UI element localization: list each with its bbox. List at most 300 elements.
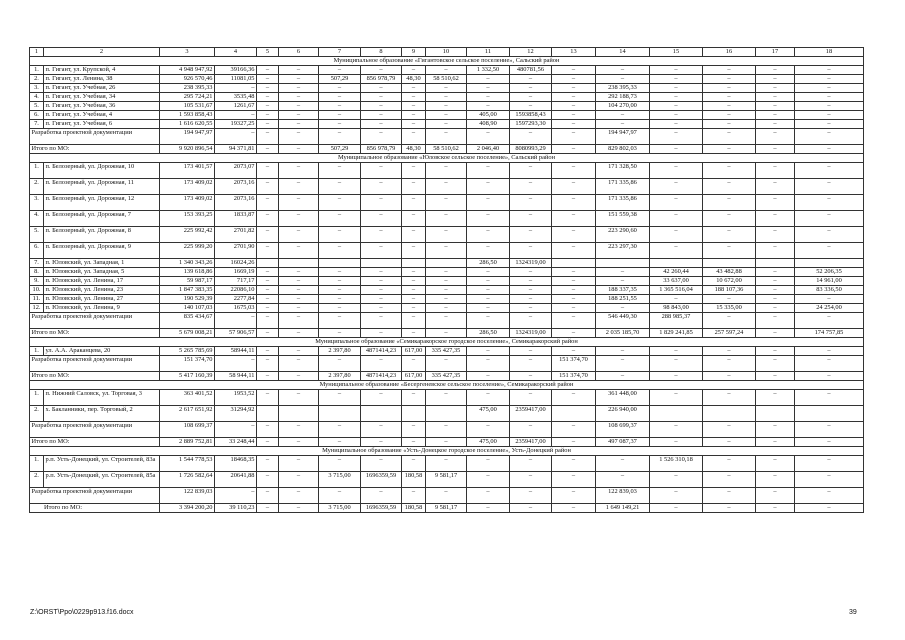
value-cell: 546 449,30	[596, 313, 650, 329]
design-docs-row	[30, 356, 864, 372]
value-cell: –	[361, 356, 402, 372]
value-cell: –	[402, 390, 426, 406]
value-cell: –	[510, 390, 552, 406]
value-cell	[650, 259, 703, 268]
value-cell: –	[552, 422, 596, 438]
value-cell	[426, 406, 467, 422]
value-cell: 3 715,00	[319, 504, 361, 513]
value-cell: 94 371,81	[215, 145, 257, 154]
table-row	[30, 456, 864, 472]
total-label: Итого по МО:	[30, 504, 160, 513]
value-cell: 188 107,36	[703, 286, 756, 295]
value-cell: –	[596, 372, 650, 381]
address-cell: р.п. Усть-Донецкий, ул. Строителей, 83а	[44, 456, 160, 472]
table-row	[30, 259, 864, 268]
value-cell: –	[279, 111, 319, 120]
value-cell	[756, 259, 795, 268]
table-row	[30, 111, 864, 120]
value-cell: 1833,87	[215, 211, 257, 227]
column-number: 1	[30, 48, 44, 57]
address-cell: п. Юловский, ул. Ленина, 17	[44, 277, 160, 286]
value-cell: –	[552, 277, 596, 286]
column-number: 15	[650, 48, 703, 57]
design-docs-label: Разработка проектной документации	[30, 313, 160, 329]
value-cell: –	[795, 356, 864, 372]
value-cell: –	[552, 295, 596, 304]
value-cell: –	[650, 243, 703, 259]
value-cell: –	[361, 304, 402, 313]
address-cell: п. Гигант, ул. Учебная, 36	[44, 102, 160, 111]
value-cell: –	[426, 422, 467, 438]
address-cell: п. Юловский, ул. Ленина, 23	[44, 286, 160, 295]
value-cell: 238 395,33	[160, 84, 215, 93]
value-cell: –	[795, 313, 864, 329]
address-cell: п. Гигант, ул. Учебная, 4	[44, 111, 160, 120]
value-cell: –	[703, 163, 756, 179]
value-cell: 24 254,00	[795, 304, 864, 313]
value-cell: –	[215, 313, 257, 329]
value-cell: –	[650, 488, 703, 504]
row-number: 12.	[30, 304, 44, 313]
value-cell: 58 510,62	[426, 75, 467, 84]
value-cell: –	[319, 277, 361, 286]
value-cell: –	[510, 472, 552, 488]
value-cell	[795, 259, 864, 268]
value-cell: –	[361, 295, 402, 304]
value-cell: 1 340 343,26	[160, 259, 215, 268]
value-cell: –	[510, 268, 552, 277]
value-cell: –	[552, 438, 596, 447]
table-row	[30, 286, 864, 295]
value-cell: 225 999,20	[160, 243, 215, 259]
value-cell: 2277,84	[215, 295, 257, 304]
value-cell: –	[756, 84, 795, 93]
value-cell: –	[552, 456, 596, 472]
value-cell: –	[426, 129, 467, 145]
table-row	[30, 243, 864, 259]
value-cell: 43 482,88	[703, 268, 756, 277]
value-cell: –	[402, 120, 426, 129]
value-cell: 507,29	[319, 75, 361, 84]
column-number: 4	[215, 48, 257, 57]
value-cell: 926 570,46	[160, 75, 215, 84]
value-cell: 19327,25	[215, 120, 257, 129]
value-cell: –	[279, 268, 319, 277]
value-cell: –	[279, 66, 319, 75]
value-cell: –	[361, 268, 402, 277]
value-cell: 16024,26	[215, 259, 257, 268]
value-cell	[279, 406, 319, 422]
value-cell: –	[279, 472, 319, 488]
value-cell: –	[279, 179, 319, 195]
value-cell: –	[319, 295, 361, 304]
value-cell: –	[426, 390, 467, 406]
value-cell: –	[510, 243, 552, 259]
value-cell: –	[257, 304, 279, 313]
value-cell: –	[650, 422, 703, 438]
value-cell: –	[319, 84, 361, 93]
address-cell: п. Белозерный, ул. Дорожная, 10	[44, 163, 160, 179]
value-cell: –	[319, 390, 361, 406]
row-number: 1.	[30, 456, 44, 472]
value-cell: –	[703, 66, 756, 75]
value-cell: –	[795, 438, 864, 447]
value-cell: –	[795, 84, 864, 93]
row-number: 7.	[30, 259, 44, 268]
value-cell: –	[756, 295, 795, 304]
value-cell: –	[795, 145, 864, 154]
address-cell: п. Гигант, ул. Учебная, 6	[44, 120, 160, 129]
value-cell: 1 593 858,43	[160, 111, 215, 120]
value-cell: –	[257, 347, 279, 356]
column-number: 7	[319, 48, 361, 57]
value-cell: –	[552, 286, 596, 295]
value-cell: –	[257, 438, 279, 447]
value-cell: –	[703, 488, 756, 504]
value-cell: 507,29	[319, 145, 361, 154]
row-number: 9.	[30, 277, 44, 286]
address-cell: п. Гигант, ул. Крупской, 4	[44, 66, 160, 75]
address-cell: р.п. Усть-Донецкий, ул. Строителей, 85а	[44, 472, 160, 488]
value-cell: –	[510, 227, 552, 243]
value-cell: –	[467, 488, 510, 504]
value-cell: –	[426, 227, 467, 243]
value-cell: –	[703, 75, 756, 84]
table-row	[30, 347, 864, 356]
value-cell: –	[703, 195, 756, 211]
value-cell: 180,58	[402, 472, 426, 488]
value-cell: –	[279, 286, 319, 295]
value-cell: –	[510, 347, 552, 356]
address-cell: п. Белозерный, ул. Дорожная, 12	[44, 195, 160, 211]
value-cell: 14 961,00	[795, 277, 864, 286]
value-cell: –	[756, 129, 795, 145]
value-cell: –	[467, 390, 510, 406]
value-cell: 174 757,85	[795, 329, 864, 338]
value-cell	[795, 406, 864, 422]
value-cell: –	[257, 179, 279, 195]
value-cell: 361 448,00	[596, 390, 650, 406]
value-cell: –	[257, 329, 279, 338]
value-cell: –	[257, 102, 279, 111]
value-cell: –	[703, 313, 756, 329]
section-title: Муниципальное образование «Юловское сельское поселение», Сальский район	[30, 154, 864, 163]
value-cell: –	[510, 372, 552, 381]
value-cell: –	[402, 488, 426, 504]
value-cell: –	[703, 356, 756, 372]
value-cell: 2359417,00	[510, 438, 552, 447]
value-cell: 39166,36	[215, 66, 257, 75]
value-cell: 1953,52	[215, 390, 257, 406]
value-cell: –	[257, 295, 279, 304]
value-cell: –	[795, 456, 864, 472]
value-cell: –	[467, 268, 510, 277]
value-cell: –	[426, 286, 467, 295]
value-cell: –	[467, 227, 510, 243]
repair-program-table	[29, 47, 864, 513]
value-cell: 1 526 310,18	[650, 456, 703, 472]
value-cell: –	[319, 356, 361, 372]
value-cell: –	[257, 227, 279, 243]
value-cell: 1696359,59	[361, 472, 402, 488]
value-cell: 1324319,00	[510, 329, 552, 338]
value-cell: –	[257, 243, 279, 259]
value-cell: 31294,92	[215, 406, 257, 422]
value-cell: 122 839,03	[160, 488, 215, 504]
value-cell: –	[510, 129, 552, 145]
value-cell: –	[650, 372, 703, 381]
value-cell: –	[552, 195, 596, 211]
value-cell: –	[467, 504, 510, 513]
value-cell: –	[361, 456, 402, 472]
table-row	[30, 268, 864, 277]
value-cell: –	[795, 211, 864, 227]
value-cell: –	[361, 102, 402, 111]
page-number: 39	[849, 609, 857, 616]
value-cell: –	[215, 356, 257, 372]
row-number: 10.	[30, 286, 44, 295]
total-row	[30, 372, 864, 381]
value-cell: 48,30	[402, 145, 426, 154]
value-cell: 173 409,02	[160, 195, 215, 211]
value-cell: –	[402, 286, 426, 295]
value-cell: –	[319, 286, 361, 295]
value-cell: –	[552, 102, 596, 111]
row-number: 1.	[30, 163, 44, 179]
design-docs-label: Разработка проектной документации	[30, 356, 160, 372]
value-cell: –	[402, 295, 426, 304]
section-title-row	[30, 154, 864, 163]
value-cell: –	[552, 211, 596, 227]
value-cell: –	[703, 422, 756, 438]
value-cell: –	[361, 227, 402, 243]
value-cell: 223 290,60	[596, 227, 650, 243]
value-cell	[361, 406, 402, 422]
value-cell: 225 992,42	[160, 227, 215, 243]
value-cell: 480781,56	[510, 66, 552, 75]
value-cell	[552, 259, 596, 268]
value-cell: –	[426, 211, 467, 227]
value-cell: –	[215, 129, 257, 145]
value-cell: 98 843,00	[650, 304, 703, 313]
section-title-row	[30, 381, 864, 390]
value-cell: –	[279, 277, 319, 286]
address-cell: п. Юловский, ул. Западная, 1	[44, 259, 160, 268]
value-cell: –	[361, 93, 402, 102]
value-cell: –	[467, 129, 510, 145]
value-cell: 180,58	[402, 504, 426, 513]
value-cell: –	[361, 129, 402, 145]
value-cell	[650, 406, 703, 422]
value-cell: 1261,67	[215, 102, 257, 111]
value-cell: –	[552, 488, 596, 504]
value-cell: –	[756, 438, 795, 447]
value-cell: 1 829 241,85	[650, 329, 703, 338]
value-cell: –	[361, 277, 402, 286]
value-cell: –	[467, 422, 510, 438]
value-cell	[596, 259, 650, 268]
row-number: 2.	[30, 406, 44, 422]
value-cell: 3535,48	[215, 93, 257, 102]
value-cell: 9 920 896,54	[160, 145, 215, 154]
value-cell: –	[319, 179, 361, 195]
value-cell: –	[279, 390, 319, 406]
section-title: Муниципальное образование «Бесергеневское сельское поселение», Семикаракорский район	[30, 381, 864, 390]
value-cell: 5 417 160,39	[160, 372, 215, 381]
value-cell: –	[257, 472, 279, 488]
value-cell: –	[650, 145, 703, 154]
section-title: Муниципальное образование «Семикаракорское городское поселение», Семикаракорский район	[30, 338, 864, 347]
value-cell: –	[279, 75, 319, 84]
value-cell: –	[552, 329, 596, 338]
value-cell	[426, 259, 467, 268]
value-cell: –	[279, 347, 319, 356]
value-cell: –	[257, 129, 279, 145]
value-cell: 292 188,73	[596, 93, 650, 102]
value-cell: –	[361, 286, 402, 295]
value-cell: –	[257, 120, 279, 129]
row-number: 1.	[30, 347, 44, 356]
value-cell: –	[279, 372, 319, 381]
value-cell: 1593858,43	[510, 111, 552, 120]
value-cell: 475,00	[467, 406, 510, 422]
value-cell: 173 409,02	[160, 179, 215, 195]
value-cell: –	[279, 313, 319, 329]
value-cell: 2 889 752,81	[160, 438, 215, 447]
value-cell: –	[703, 120, 756, 129]
value-cell: –	[756, 472, 795, 488]
value-cell: –	[756, 102, 795, 111]
value-cell: 105 531,67	[160, 102, 215, 111]
value-cell: 238 395,33	[596, 84, 650, 93]
section-title: Муниципальное образование «Гигантовское сельское поселение», Сальский район	[30, 57, 864, 66]
row-number: 6.	[30, 111, 44, 120]
value-cell: 8080993,29	[510, 145, 552, 154]
value-cell	[552, 406, 596, 422]
value-cell: 4871414,23	[361, 372, 402, 381]
value-cell: –	[650, 347, 703, 356]
value-cell: –	[402, 243, 426, 259]
value-cell: –	[426, 163, 467, 179]
value-cell: –	[467, 472, 510, 488]
value-cell	[402, 259, 426, 268]
value-cell: 3 394 200,20	[160, 504, 215, 513]
value-cell: –	[467, 456, 510, 472]
value-cell: –	[426, 295, 467, 304]
value-cell: –	[596, 304, 650, 313]
value-cell: 1669,19	[215, 268, 257, 277]
value-cell: 83 336,50	[795, 286, 864, 295]
value-cell: –	[650, 227, 703, 243]
value-cell: –	[650, 195, 703, 211]
value-cell: –	[703, 295, 756, 304]
value-cell: –	[510, 102, 552, 111]
value-cell: –	[426, 120, 467, 129]
value-cell: 1597293,30	[510, 120, 552, 129]
value-cell: –	[361, 179, 402, 195]
value-cell: –	[319, 243, 361, 259]
value-cell: 153 393,25	[160, 211, 215, 227]
value-cell: –	[756, 195, 795, 211]
value-cell: –	[361, 422, 402, 438]
column-number: 14	[596, 48, 650, 57]
value-cell: –	[510, 422, 552, 438]
value-cell: –	[756, 329, 795, 338]
value-cell: –	[756, 227, 795, 243]
column-number: 5	[257, 48, 279, 57]
table-row	[30, 304, 864, 313]
value-cell: –	[703, 456, 756, 472]
value-cell: –	[552, 120, 596, 129]
table-row	[30, 120, 864, 129]
value-cell: –	[279, 438, 319, 447]
table-row	[30, 295, 864, 304]
value-cell: –	[361, 488, 402, 504]
value-cell: –	[756, 93, 795, 102]
value-cell: –	[361, 438, 402, 447]
footer-file-path: Z:\ORST\Ppo\0229p913.f16.docx	[30, 609, 134, 616]
value-cell: –	[426, 243, 467, 259]
value-cell: –	[361, 163, 402, 179]
value-cell: –	[552, 268, 596, 277]
value-cell: –	[510, 84, 552, 93]
value-cell: –	[467, 372, 510, 381]
value-cell: –	[467, 347, 510, 356]
row-number: 3.	[30, 195, 44, 211]
value-cell: –	[756, 286, 795, 295]
value-cell: 2701,90	[215, 243, 257, 259]
value-cell	[703, 406, 756, 422]
value-cell: –	[361, 195, 402, 211]
value-cell: 617,00	[402, 372, 426, 381]
value-cell: 58944,11	[215, 347, 257, 356]
value-cell: 1696359,59	[361, 504, 402, 513]
value-cell: –	[361, 390, 402, 406]
value-cell: –	[257, 111, 279, 120]
value-cell: –	[703, 390, 756, 406]
value-cell: –	[795, 195, 864, 211]
column-number: 16	[703, 48, 756, 57]
value-cell: 9 581,17	[426, 504, 467, 513]
value-cell: –	[703, 179, 756, 195]
value-cell: –	[795, 243, 864, 259]
value-cell: –	[795, 422, 864, 438]
value-cell: –	[426, 195, 467, 211]
value-cell: –	[319, 93, 361, 102]
value-cell: –	[257, 75, 279, 84]
value-cell: –	[426, 179, 467, 195]
value-cell: 1 649 149,21	[596, 504, 650, 513]
value-cell: –	[756, 422, 795, 438]
value-cell: 33 637,00	[650, 277, 703, 286]
value-cell: –	[596, 347, 650, 356]
value-cell: –	[467, 102, 510, 111]
value-cell: –	[215, 111, 257, 120]
address-cell: х. Бакланники, пер. Торговый, 2	[44, 406, 160, 422]
address-cell: ул. А.А. Араканцева, 20	[44, 347, 160, 356]
column-number: 11	[467, 48, 510, 57]
value-cell: –	[257, 277, 279, 286]
value-cell: 2073,07	[215, 163, 257, 179]
table-row	[30, 195, 864, 211]
value-cell: –	[361, 66, 402, 75]
value-cell: –	[279, 102, 319, 111]
value-cell: –	[795, 390, 864, 406]
value-cell: 829 802,03	[596, 145, 650, 154]
design-docs-row	[30, 313, 864, 329]
value-cell: –	[703, 372, 756, 381]
value-cell: –	[361, 120, 402, 129]
